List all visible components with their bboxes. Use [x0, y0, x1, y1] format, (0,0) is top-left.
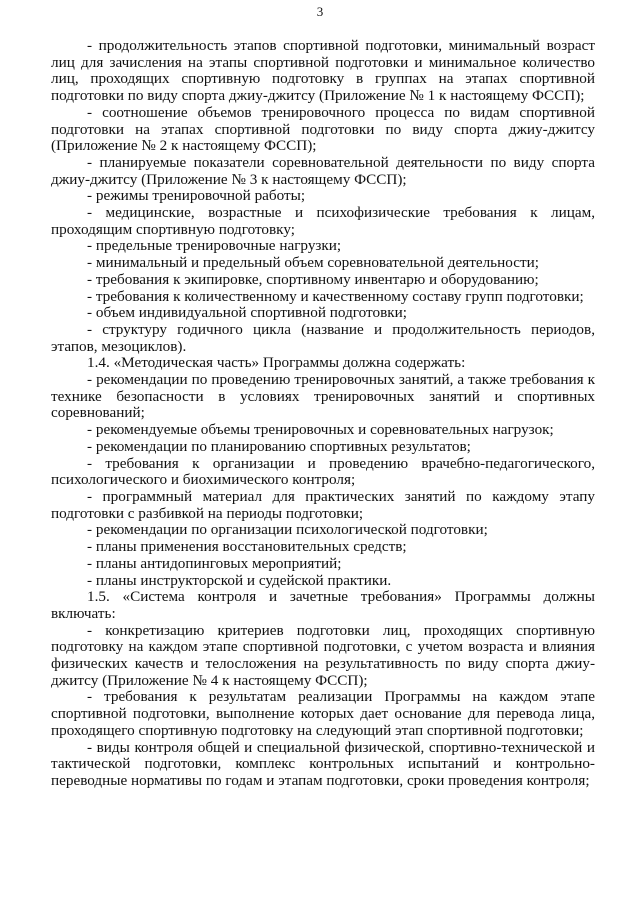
paragraph: - программный материал для практических занятий по каждому этапу подготовки с разбивкой на периоды подготовки; [51, 487, 595, 522]
paragraph: - минимальный и предельный объем соревновательной деятельности; [87, 254, 539, 272]
paragraph: - рекомендации по планированию спортивных результатов; [87, 437, 471, 455]
paragraph: - рекомендации по организации психологической подготовки; [87, 521, 488, 539]
paragraph: - структуру годичного цикла (название и продолжительность периодов, этапов, мезоциклов). [51, 320, 595, 355]
paragraph: - режимы тренировочной работы; [87, 187, 306, 205]
paragraph: - требования к экипировке, спортивному инвентарю и оборудованию; [87, 270, 539, 288]
paragraph: - требования к организации и проведению врачебно-педагогического, психологического и биохимического контроля; [51, 454, 595, 489]
paragraph: - планы применения восстановительных средств; [87, 538, 407, 556]
paragraph: - требования к количественному и качественному составу групп подготовки; [87, 287, 584, 305]
paragraph: - конкретизацию критериев подготовки лиц, проходящих спортивную подготовку на каждом этапе спортивной подготовки, с учетом возраста и влияния физических качеств и телосложения на результативность по виду спорта джиу-джитсу (Приложение № 4 к настоящему ФССП); [51, 621, 595, 689]
page-number: 3 [316, 4, 324, 19]
paragraph: - виды контроля общей и специальной физической, спортивно-технической и тактической подготовки, комплекс контрольных испытаний и контрольно-переводные нормативы по годам и этапам подготовки, сроки проведения контроля; [51, 738, 595, 789]
paragraph: - рекомендуемые объемы тренировочных и соревновательных нагрузок; [87, 421, 554, 439]
paragraph: - продолжительность этапов спортивной подготовки, минимальный возраст лиц для зачисления на этапы спортивной подготовки и минимальное количество лиц, проходящих спортивную подготовку в группах на этапах спортивной подготовки по виду спорта джиу-джитсу (Приложение № 1 к настоящему ФССП); [51, 37, 595, 105]
paragraph: - требования к результатам реализации Программы на каждом этапе спортивной подготовки, выполнение которых дает основание для перевода лица, проходящего спортивную подготовку на следующий этап спортивной подготовки; [51, 688, 595, 739]
paragraph: - предельные тренировочные нагрузки; [87, 237, 342, 255]
paragraph: - планы инструкторской и судейской практики. [87, 571, 392, 589]
document-body [51, 38, 595, 790]
section-heading: 1.4. «Методическая часть» Программы должна содержать: [87, 354, 466, 372]
paragraph: - рекомендации по проведению тренировочных занятий, а также требования к технике безопасности в условиях тренировочных занятий и спортивных соревнований; [51, 371, 595, 422]
section-heading: 1.5. «Система контроля и зачетные требования» Программы должны включать: [51, 588, 595, 622]
paragraph: - планы антидопинговых мероприятий; [87, 554, 342, 572]
paragraph: - планируемые показатели соревновательной деятельности по виду спорта джиу-джитсу (Приложение № 3 к настоящему ФССП); [51, 153, 595, 188]
paragraph: - медицинские, возрастные и психофизические требования к лицам, проходящим спортивную подготовку; [51, 204, 595, 238]
paragraph: - соотношение объемов тренировочного процесса по видам спортивной подготовки на этапах спортивной подготовки по виду спорта джиу-джитсу (Приложение № 2 к настоящему ФССП); [51, 103, 595, 155]
paragraph: - объем индивидуальной спортивной подготовки; [87, 304, 407, 322]
